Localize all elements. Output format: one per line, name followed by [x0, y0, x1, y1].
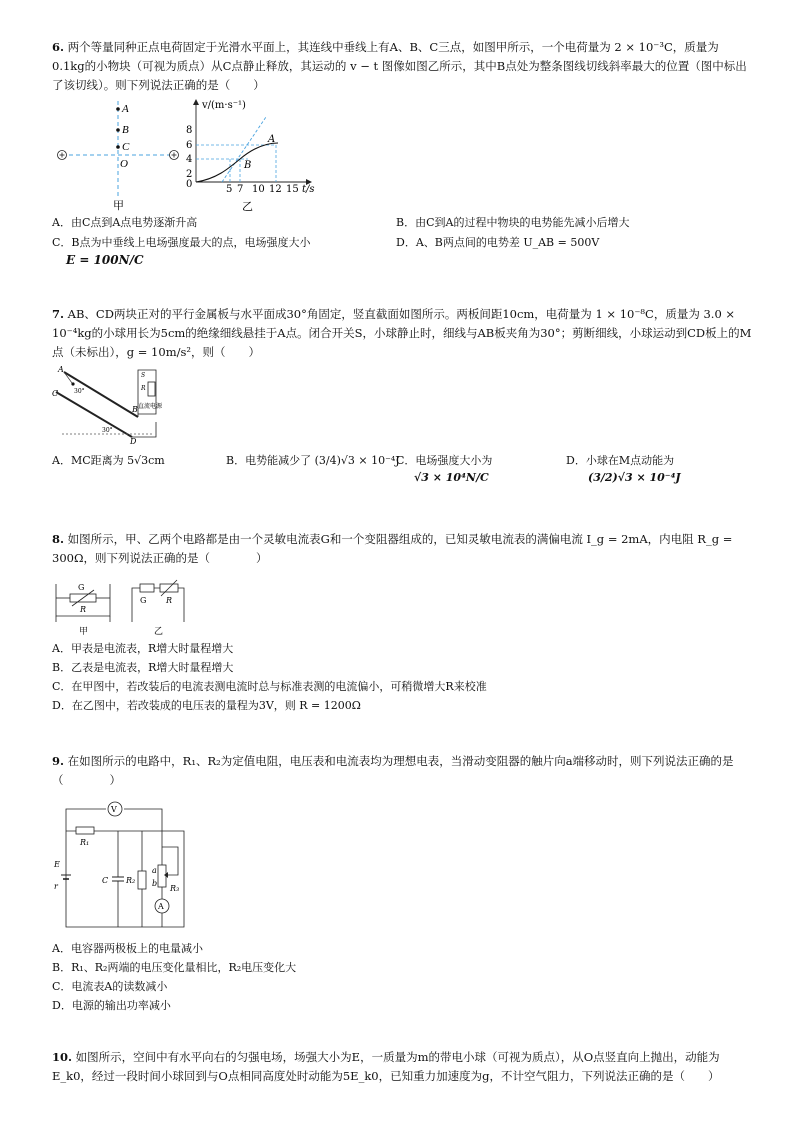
q6-option-b: B．由C到A的过程中物块的电势能先减小后增大 [396, 216, 630, 229]
q6-option-a: A．由C点到A点电势逐渐升高 [52, 216, 198, 229]
figure-6-yi [186, 97, 326, 215]
q7-option-a: A．MC距离为 5√3cm [52, 454, 165, 467]
fig7-label-b: B [132, 405, 138, 414]
positive-charge-right [170, 151, 179, 160]
xtick-7: 7 [237, 184, 244, 195]
question-9-stem: 9. 在如图所示的电路中，R₁、R₂为定值电阻，电压表和电流表均为理想电表，当滑动变阻器的触片向a端移动时，则下列说法正确的是（ ） [52, 754, 734, 787]
figure-6-jia [52, 97, 182, 212]
fig7-power-source: 直流电源 [138, 403, 163, 410]
fig9-r3: R₃ [170, 884, 180, 893]
q7-option-c: C．电场强度大小为 [396, 454, 493, 467]
ytick-6: 6 [186, 140, 193, 151]
point-a [116, 107, 120, 111]
fig9-e: E [54, 860, 60, 869]
caption-8-jia: 甲 [79, 627, 89, 637]
question-7 [52, 305, 752, 362]
tangent-line [222, 117, 266, 182]
question-10 [52, 1048, 752, 1086]
fig7-label-d: D [130, 437, 137, 444]
curve-label-b: B [244, 160, 252, 171]
q6-option-d: D．A、B两点间的电势差 U_AB = 500V [396, 236, 600, 249]
origin-label: 0 [186, 179, 193, 190]
fig8-jia-r: R [80, 605, 87, 614]
caption-yi: 乙 [242, 200, 253, 213]
q7-option-d-value: (3/2)√3 × 10⁻⁴J [588, 471, 681, 484]
fig7-label-c: C [52, 389, 59, 398]
point-c [116, 145, 120, 149]
caption-jia: 甲 [113, 199, 124, 212]
q9-option-b: B．R₁、R₂两端的电压变化量相比，R₂电压变化大 [52, 961, 297, 974]
fig7-angle-1: 30° [74, 388, 85, 395]
q8-option-d: D．在乙图中，若改装成的电压表的量程为3V，则 R = 1200Ω [52, 699, 361, 712]
question-10-stem: 10. 如图所示，空间中有水平向右的匀强电场，场强大小为E，一质量为m的带电小球（可视为质点），从O点竖直向上抛出，动能为E_k0，经过一段时间小球回到与O点相同高度处时动能为5E_k0，已知重力加速度为g，不计空气阻力，下列说法正确的是（ ） [52, 1050, 720, 1083]
fig9-r1: R₁ [80, 838, 90, 847]
caption-8-yi: 乙 [154, 627, 164, 637]
ytick-8: 8 [186, 125, 193, 136]
fig7-label-s: S [141, 372, 146, 379]
q7-option-d: D．小球在M点动能为 [566, 454, 675, 467]
ytick-2: 2 [186, 169, 193, 180]
vt-curve [196, 143, 278, 182]
q6-option-c-value: E = 100N/C [66, 253, 144, 267]
positive-charge-left [58, 151, 67, 160]
q7-option-c-value: √3 × 10⁴N/C [414, 471, 489, 484]
xtick-5: 5 [226, 184, 233, 195]
fig8-yi-r: R [166, 596, 173, 605]
figure-8 [52, 576, 192, 638]
fig8-jia-g: G [78, 583, 85, 592]
q9-option-c: C．电流表A的读数减小 [52, 980, 168, 993]
q8-option-b: B．乙表是电流表，R增大时量程增大 [52, 661, 234, 674]
ytick-4: 4 [186, 154, 193, 165]
question-6 [52, 38, 752, 95]
q8-option-c: C．在甲图中，若改装后的电流表测电流时总与标准表测的电流偏小，可稍微增大R来校准 [52, 680, 487, 693]
q6-option-c: C．B点为中垂线上电场强度最大的点，电场强度大小 [52, 236, 311, 249]
label-o: O [120, 158, 128, 170]
figure-7 [52, 362, 180, 444]
fig9-r2: R₂ [126, 876, 136, 885]
fig9-c: C [102, 876, 109, 885]
question-6-stem: 6. 两个等量同种正点电荷固定于光滑水平面上，其连线中垂线上有A、B、C三点，如图甲所示，一个电荷量为 2 × 10⁻³C，质量为 0.1kg的小物块（可视为质点）从C点静止释放，其运动的 v − t 图像如图乙所示，其中B点处为整条图线切线斜率最大的位置（图中标出了该切线）。则下列说法正确的是（ ） [52, 40, 747, 92]
xtick-15: 15 [286, 184, 299, 195]
fig9-b-end: b [152, 879, 158, 888]
q7-option-b: B．电势能减少了 (3/4)√3 × 10⁻⁴J [226, 454, 400, 467]
fig9-a-meter: A [158, 902, 164, 911]
q9-option-d: D．电源的输出功率减小 [52, 999, 171, 1012]
point-b [116, 128, 120, 132]
fig7-label-a: A [58, 365, 64, 374]
label-b: B [122, 124, 129, 136]
fig7-angle-2: 30° [102, 427, 113, 434]
y-axis-label: v/(m·s⁻¹) [202, 100, 246, 111]
question-7-stem: 7. AB、CD两块正对的平行金属板与水平面成30°角固定，竖直截面如图所示。两板间距10cm，电荷量为 1 × 10⁻⁸C，质量为 3.0 × 10⁻⁴kg的小球用长为5cm的绝缘细线悬挂于A点。闭合开关S，小球静止时，细线与AB板夹角为30°；剪断细线，小球运动到CD板上的M点（未标出），g = 10m/s²，则（ ） [52, 307, 752, 359]
curve-label-a: A [268, 134, 276, 145]
question-8 [52, 530, 752, 568]
label-a: A [122, 103, 129, 115]
fig7-label-r: R [141, 385, 146, 392]
fig9-v: V [111, 805, 117, 814]
q9-option-a: A．电容器两极板上的电量减小 [52, 942, 203, 955]
x-axis-label: t/s [302, 184, 315, 195]
fig8-yi-g: G [140, 596, 147, 605]
fig9-r: r [54, 882, 58, 891]
label-c: C [122, 141, 130, 153]
question-9 [52, 752, 752, 790]
figure-9 [52, 795, 192, 935]
fig9-a-end: a [152, 866, 157, 875]
xtick-10: 10 [252, 184, 265, 195]
q8-option-a: A．甲表是电流表，R增大时量程增大 [52, 642, 234, 655]
xtick-12: 12 [269, 184, 282, 195]
question-8-stem: 8. 如图所示，甲、乙两个电路都是由一个灵敏电流表G和一个变阻器组成的，已知灵敏电流表的满偏电流 I_g = 2mA，内电阻 R_g = 300Ω，则下列说法正确的是（ ） [52, 532, 733, 565]
